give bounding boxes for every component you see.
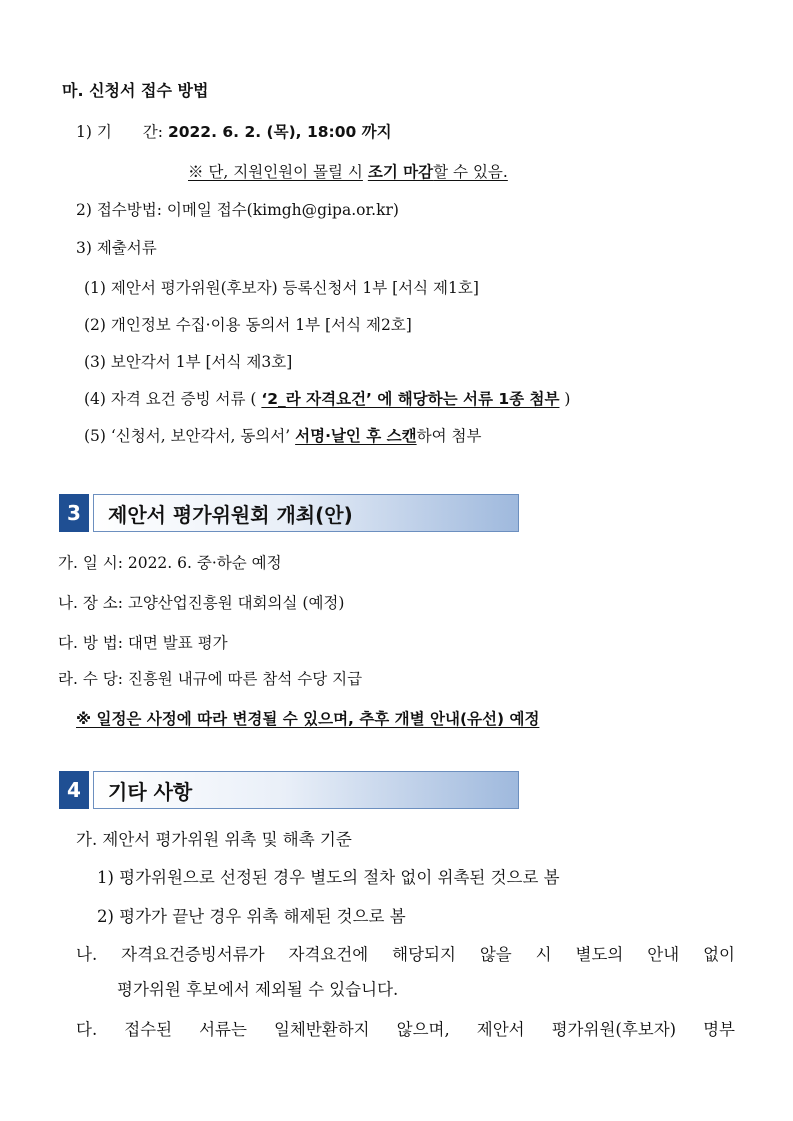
section-3-title: 제안서 평가위원회 개최(안) <box>93 494 519 532</box>
sec4-item-na-line1: 나. 자격요건증빙서류가 자격요건에 해당되지 않을 시 별도의 안내 없이 <box>76 945 735 964</box>
submission-docs-heading: 3) 제출서류 <box>76 239 157 257</box>
doc5-post: 하여 첨부 <box>416 427 482 445</box>
sec4-item-ga-1: 1) 평가위원으로 선정된 경우 별도의 절차 없이 위촉된 것으로 봄 <box>97 868 560 887</box>
doc4-bold: ‘2_라 자격요건’ 에 해당하는 서류 1종 첨부 <box>261 390 560 408</box>
sec3-item-schedule: 가. 일 시: 2022. 6. 중·하순 예정 <box>58 554 282 572</box>
submission-method: 2) 접수방법: 이메일 접수(kimgh@gipa.or.kr) <box>76 201 399 219</box>
doc-item-1: (1) 제안서 평가위원(후보자) 등록신청서 1부 [서식 제1호] <box>84 279 479 297</box>
section-4-number: 4 <box>59 771 89 809</box>
period-row <box>76 121 392 143</box>
doc-item-2: (2) 개인정보 수집·이용 동의서 1부 [서식 제2호] <box>84 316 412 334</box>
period-label: 1) 기 간: <box>76 123 164 141</box>
sec4-item-ga: 가. 제안서 평가위원 위촉 및 해촉 기준 <box>76 830 352 849</box>
note-post: 할 수 있음. <box>433 163 508 181</box>
early-close-note <box>188 161 508 183</box>
sec4-item-ga-2: 2) 평가가 끝난 경우 위촉 해제된 것으로 봄 <box>97 907 406 926</box>
sec3-item-allowance: 라. 수 당: 진흥원 내규에 따른 참석 수당 지급 <box>58 670 363 688</box>
section-3-number: 3 <box>59 494 89 532</box>
section-ma-title: 마. 신청서 접수 방법 <box>62 81 209 100</box>
section-4-title: 기타 사항 <box>93 771 519 809</box>
sec3-item-place: 나. 장 소: 고양산업진흥원 대회의실 (예정) <box>58 594 345 612</box>
period-value: 2022. 6. 2. (목), 18:00 까지 <box>167 123 392 141</box>
sec4-item-na-line2: 평가위원 후보에서 제외될 수 있습니다. <box>117 980 399 999</box>
sec4-item-da-line1: 다. 접수된 서류는 일체반환하지 않으며, 제안서 평가위원(후보자) 명부 <box>76 1020 735 1039</box>
sec3-schedule-note: ※ 일정은 사정에 따라 변경될 수 있으며, 추후 개별 안내(유선) 예정 <box>76 710 540 728</box>
note-bold: 조기 마감 <box>367 163 434 181</box>
doc-item-3: (3) 보안각서 1부 [서식 제3호] <box>84 353 293 371</box>
doc5-bold: 서명·날인 후 스캔 <box>295 427 417 445</box>
doc5-pre: (5) ‘신청서, 보안각서, 동의서’ <box>84 427 291 445</box>
doc4-pre: (4) 자격 요건 증빙 서류 ( <box>84 390 257 408</box>
doc4-post: ) <box>564 390 571 408</box>
sec3-item-method: 다. 방 법: 대면 발표 평가 <box>58 634 228 652</box>
doc-item-5 <box>84 425 481 447</box>
doc-item-4 <box>84 388 570 410</box>
note-pre: ※ 단, 지원인원이 몰릴 시 <box>188 163 363 181</box>
